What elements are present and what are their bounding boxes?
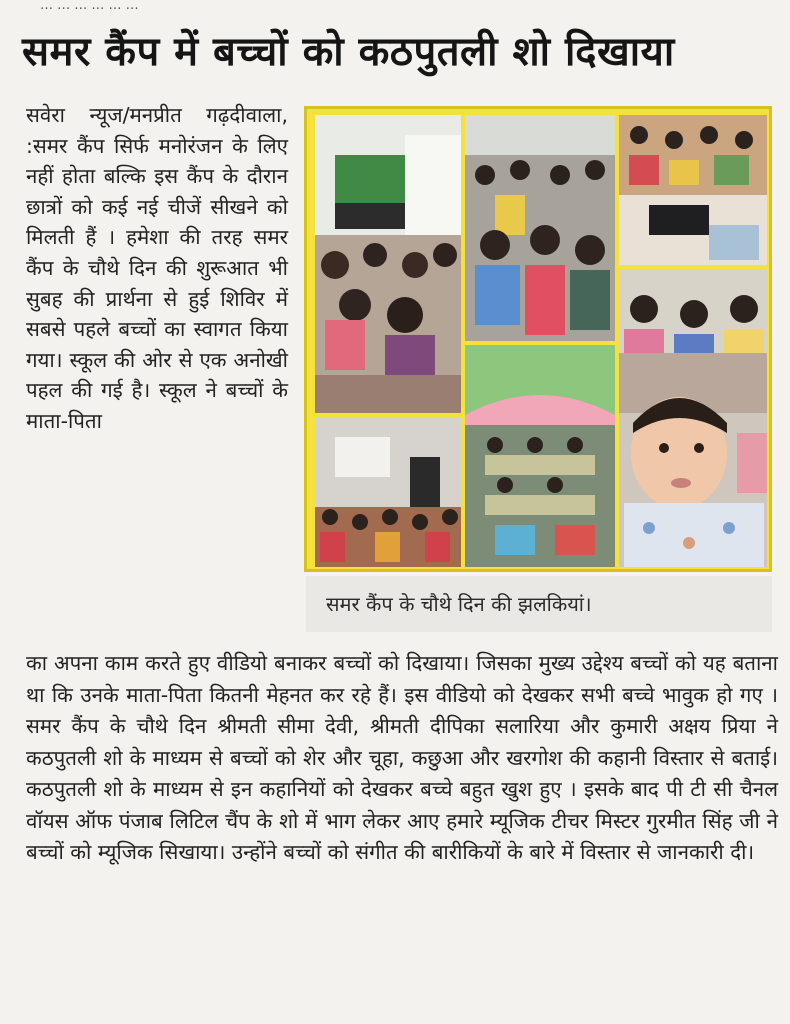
article-intro-column (26, 100, 288, 437)
body-paragraph: का अपना काम करते हुए वीडियो बनाकर बच्चों को दिखाया। जिसका मुख्य उद्देश्य बच्चों को यह बताना था कि उनके माता-पिता कितनी मेहनत कर रहे हैं। इस वीडियो को देखकर सभी बच्चे भावुक हो गए । समर कैंप के चौथे दिन श्रीमती सीमा देवी, श्रीमती दीपिका सलारिया और कुमारी अक्षय प्रिया ने कठपुतली शो के माध्यम से बच्चों को शेर और चूहा, कछुआ और खरगोश की कहानी विस्तार से बताई। कठपुतली शो के माध्यम से इन कहानियों को देखकर बच्चे बहुत खुश हुए । इसके बाद पी टी सी चैनल वॉयस ऑफ पंजाब लिटिल चैंप के शो में भाग लेकर आए हमारे म्यूजिक टीचर मिस्टर गुरमीत सिंह जी ने बच्चों को म्यूजिक सिखाया। उन्होंने बच्चों को संगीत की बारीकियों के बारे में विस्तार से जानकारी दी। (26, 651, 778, 864)
photo-classroom-activity (465, 345, 615, 567)
photo-kids-seated (465, 115, 615, 341)
photo-baby-closeup (619, 353, 767, 567)
headline: समर कैंप में बच्चों को कठपुतली शो दिखाया (22, 29, 675, 75)
cut-off-previous-story-text: … … … … … … (40, 0, 139, 12)
photo-kids-watching-stage (315, 115, 461, 413)
photo-music-class (619, 115, 767, 265)
article-body (26, 648, 778, 869)
photo-video-screening (315, 417, 461, 567)
intro-text: :समर कैंप सिर्फ मनोरंजन के लिए नहीं होता बल्कि इस कैंप के दौरान छात्रों को कई नई चीजें सीखने को मिलती हैं । हमेशा की तरह समर कैंप के चौथे दिन की शुरूआत भी सुबह की प्रार्थना से हुई शिविर में सबसे पहले बच्चों का स्वागत किया गया। स्कूल की ओर से एक अनोखी पहल की गई है। स्कूल ने बच्चों के माता-पिता (26, 133, 288, 433)
photo-collage (304, 106, 772, 572)
photo-caption: समर कैंप के चौथे दिन की झलकियां। (306, 576, 772, 632)
byline: सवेरा न्यूज/मनप्रीत गढ़दीवाला, (26, 103, 288, 127)
